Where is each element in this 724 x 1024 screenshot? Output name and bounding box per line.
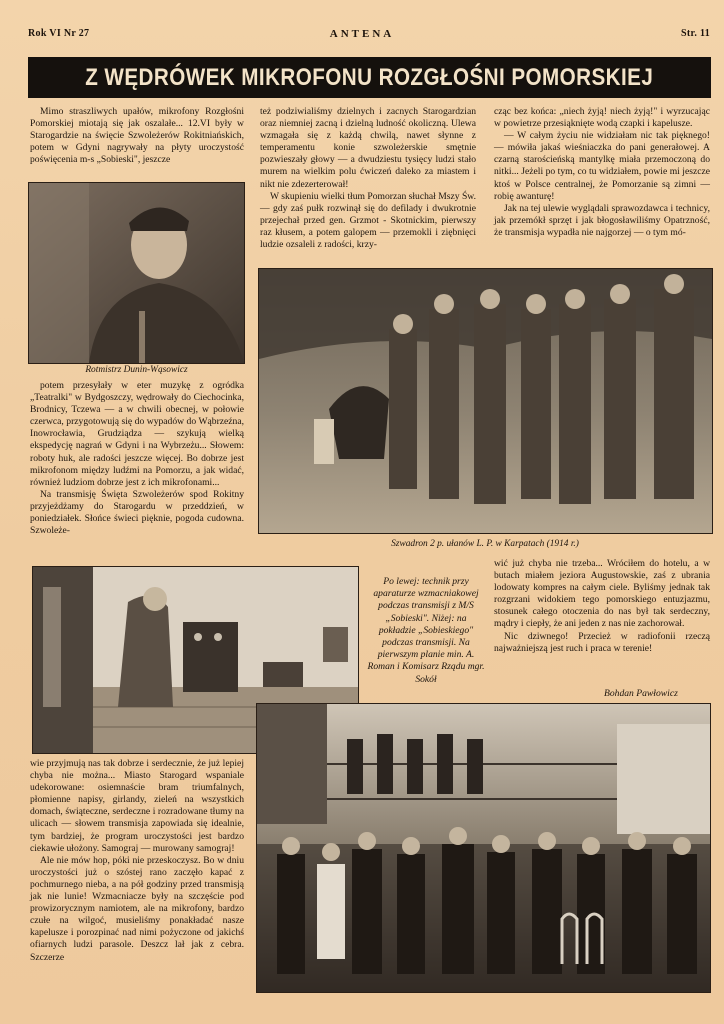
- paragraph: cząc bez końca: „niech żyją! niech żyją!" i wyrzucając w powietrze przesiąknięte wodą czapki i kapelusze.: [494, 106, 710, 130]
- paragraph: — W całym życiu nie widziałam nic tak pięknego! — mówiła jakaś wieśniaczka do pani generałowej. A czarną starościeńską mantylkę miała przemoczoną do nitki... Jeżeli po tym, co tu widziałem, powie mi jeszcze ktoś w Polsce centralnej, że Pomorzanie są zimni — robię awanturę!: [494, 130, 710, 202]
- paragraph: Ale nie mów hop, póki nie przeskoczysz. Bo w dniu uroczystości już o szóstej rano zaczęło kapać z pochmurnego nieba, a na pół godziny przed transmisją jak nie lunie! Wzmacniacze były na szczęście pod prowizorycznym namiotem, ale na mikrofony, bardzo czułe na wilgoć, musieliśmy ponakładać nasze kapelusze i porozpinać nad nimi pożyczone od jakichś ofiarnych ludzi parasole. Deszcz lał jak z cebra. Szczerze: [30, 854, 244, 963]
- paragraph: wie przyjmują nas tak dobrze i serdecznie, że już lepiej chyba nie można... Miasto Starogard wspaniale udekorowane: osiemnaście bram triumfalnych, płomienne napisy, girlandy, zieleń na wszystkich domach, świąteczne, serdeczne i rozradowane tłumy na ulicach — słowem transmisja zapowiada się idealnie, tym bardziej, że program uroczystości jest bardzo ciekawie ułożony. Samograj — murowany samograj!: [30, 758, 244, 854]
- paragraph: wić już chyba nie trzeba... Wróciłem do hotelu, a w butach miałem jeziora Augustowskie, zaś z ubrania lodowaty kompres na całym ciele. Byliśmy jednak tak rozgrzani widokiem tego pomorskiego entuzjazmu, stosunek całego otoczenia do nas był tak serdeczny, mądry i ciepły, że ani jeden z nas nie zachorował.: [494, 558, 710, 630]
- article-title: Z WĘDRÓWEK MIKROFONU ROZGŁOŚNI POMORSKIEJ: [85, 63, 654, 91]
- paragraph: potem przesyłały w eter muzykę z ogródka „Teatralki" w Bydgoszczy, wędrowały do Ciechocinka, Brodnicy, Tczewa — a w chwili obecnej, w połowie czerwca, przygotowują się do wypadów do Wąbrzeźna, Inowrocławia, Grudziądza — szykują wielką ekspedycję nagrań w Gdyni i na Wybrzeżu... Słowem: roboty huk, ale radości jeszcze więcej. Bo dobrze jest mikrofonom między ludźmi na Pomorzu, a jak widać, również ludziom dobrze jest z ich mikrofonami...: [30, 380, 244, 488]
- paragraph: Nic dziwnego! Przecież w radiofonii rzeczą najważniejszą jest ruch i praca w terenie!: [494, 630, 710, 654]
- paragraph: też podziwialiśmy dzielnych i zacnych Starogardzian oraz niemniej zacną i dzielną ludność okoliczną. Ulewa wzmagała się z każdą chwilą, nawet słynne z temperamentu konie szwoleżerskie smętnie pozwieszały głowy — a dwudziestu tysięcy ludzi stało murem na wielkim polu ćwiczeń daleko za miastem i nikt nie zdezerterował!: [260, 106, 476, 190]
- paragraph: Na transmisję Święta Szwoleżerów spod Rokitny przyjeżdżamy do Starogardu w przeddzień, w poniedziałek. Słońce świeci pięknie, pogoda cudowna. Szwoleże-: [30, 488, 244, 537]
- cavalry-photo: [258, 268, 713, 534]
- column-3-middle: [494, 558, 710, 655]
- portrait-caption: Rotmistrz Dunin-Wąsowicz: [85, 365, 188, 375]
- paragraph: Mimo straszliwych upałów, mikrofony Rozgłośni Pomorskiej miotają się jak oszalałe... 12.VI były w Starogardzie na święcie Szwoleżerów Rokitniańskich, potem w Gdyni nagrywały na płyty uroczystość poświęcenia m-s „Sobieski", jeszcze: [30, 106, 244, 166]
- column-1-intro: [30, 106, 244, 166]
- issue-number: Rok VI Nr 27: [28, 28, 90, 39]
- column-3-intro: [494, 106, 710, 239]
- paragraph: W skupieniu wielki tłum Pomorzan słuchał Mszy Św. — gdy zaś pułk rozwinął się do defilady i dwukrotnie przejechał przed gen. Grzmot - Skotnickim, pierwszy raz kłusem, a potem galopem — przemokli i ziębnięci ludzie ozsaleli z radości, krzy-: [260, 190, 476, 251]
- magazine-name: ANTENA: [329, 28, 395, 40]
- paragraph: Jak na tej ulewie wyglądali sprawozdawca i technicy, jak przemókł sprzęt i jak błogosławiliśmy Opatrzność, że transmisja wypadła nie najgorzej — o tym mó-: [494, 202, 710, 238]
- column-2-intro: [260, 106, 476, 251]
- article-title-banner: [28, 57, 711, 98]
- ship-deck-photo: [256, 703, 711, 993]
- page-number: Str. 11: [681, 28, 710, 39]
- cavalry-caption: Szwadron 2 p. ułanów L. P. w Karpatach (1914 r.): [391, 539, 579, 549]
- photo-side-caption: Po lewej: technik przy aparaturze wzmacniakowej podczas transmisji z M/S „Sobieski". Niżej: na pokładzie „Sobieskiego" podczas transmisji. Na pierwszym planie min. A. Roman i Komisarz Rządu mgr. Sokół: [367, 576, 485, 685]
- portrait-photo: [28, 182, 245, 364]
- column-1-middle: [30, 380, 244, 537]
- column-1-bottom: [30, 758, 244, 964]
- author-signature: Bohdan Pawłowicz: [604, 688, 678, 699]
